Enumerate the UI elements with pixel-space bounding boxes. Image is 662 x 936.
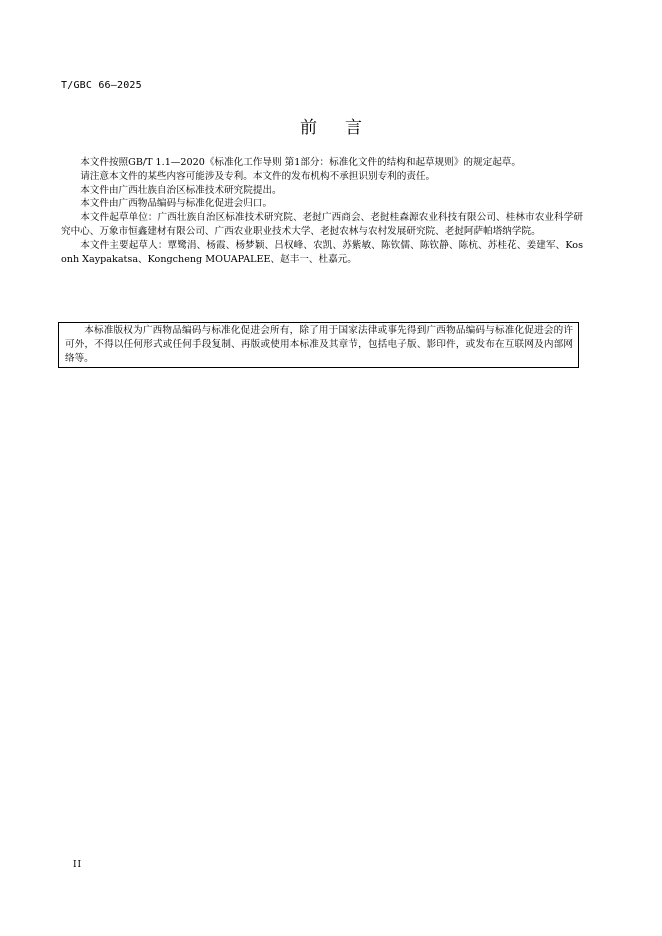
paragraph-centralized-unit: 本文件由广西物品编码与标准化促进会归口。 [80, 198, 273, 210]
copyright-notice-text: 本标准版权为广西物品编码与标准化促进会所有，除了用于国家法律或事先得到广西物品编码与标准化促进会的许可外，不得以任何形式或任何手段复制、再版或使用本标准及其章节，包括电子版、影印件，或发布在互联网及内部网络等。 [65, 325, 573, 364]
paragraph-drafters: 本文件主要起草人：覃鹭涓、杨霞、杨梦颖、吕权峰、农凯、苏紫敏、陈钦儒、陈钦静、陈杭、苏桂花、姜建军、Kosonh Xaypakatsa、Kongcheng MOUAPALEE、赵丰一、杜嘉元。 [61, 239, 583, 265]
page-title: 前言 [300, 118, 390, 138]
document-code: T/GBC 66—2025 [61, 80, 142, 91]
paragraph-drafting-rules: 本文件按照GB/T 1.1—2020《标准化工作导则 第1部分：标准化文件的结构和起草规则》的规定起草。 [80, 157, 521, 168]
paragraph-proposer: 本文件由广西壮族自治区标准技术研究院提出。 [80, 184, 282, 196]
foreword-body [61, 156, 583, 266]
paragraph-drafting-units: 本文件起草单位：广西壮族自治区标准技术研究院、老挝广西商会、老挝桂森源农业科技有限公司、桂林市农业科学研究中心、万象市恒鑫建材有限公司、广西农业职业技术大学、老挝农林与农村发展研究院、老挝阿萨帕塔纳学院。 [61, 212, 583, 237]
page-number: II [73, 860, 83, 870]
copyright-notice-box [58, 322, 579, 368]
paragraph-patent-notice: 请注意本文件的某些内容可能涉及专利。本文件的发布机构不承担识别专利的责任。 [80, 170, 436, 182]
